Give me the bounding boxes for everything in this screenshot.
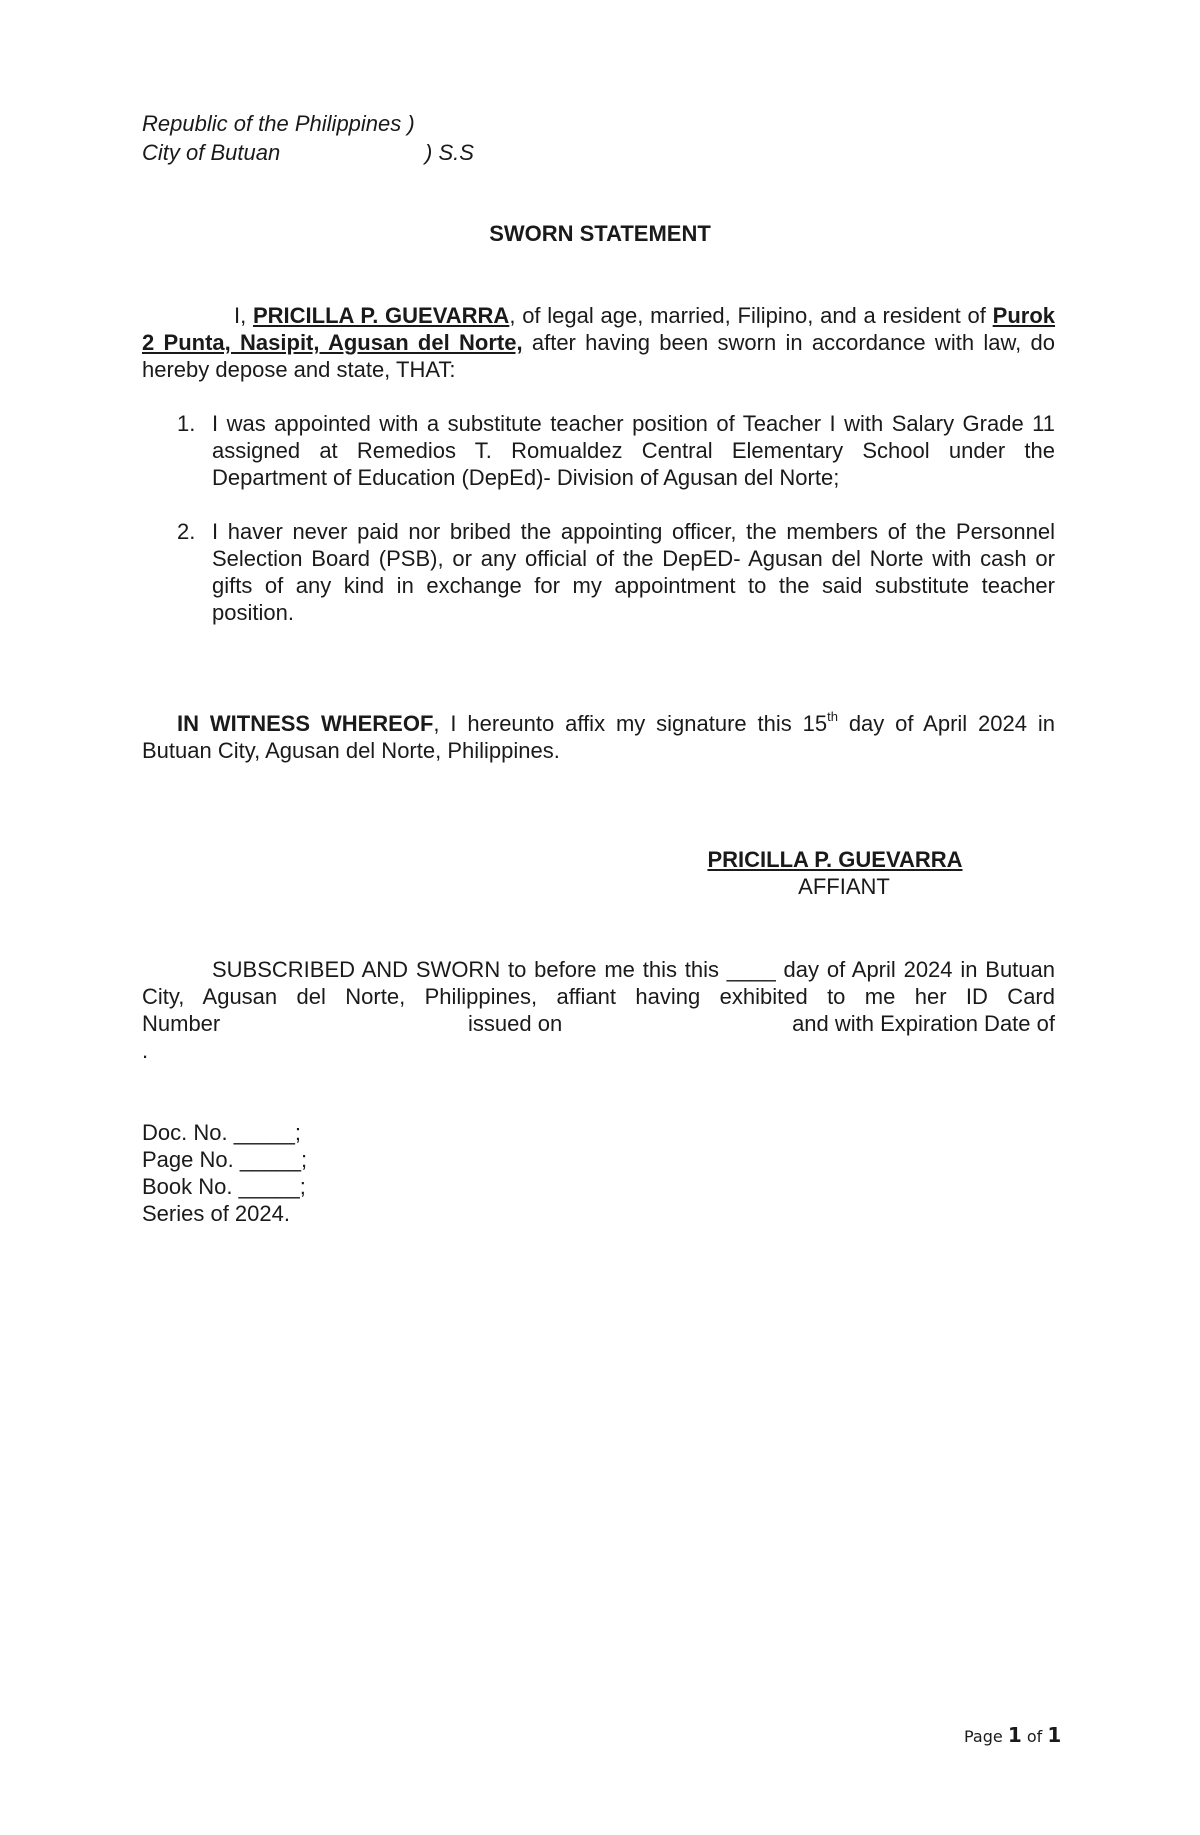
venue-republic: Republic of the Philippines ) <box>142 111 415 136</box>
page-no: Page No. _____; <box>142 1147 308 1172</box>
issued-label: issued on <box>468 1011 563 1036</box>
notarial-docs <box>142 1119 542 1227</box>
signature-block <box>690 846 980 900</box>
number-label: Number <box>142 1011 221 1036</box>
intro-mid: , of legal age, married, Filipino, and a resident of <box>509 303 993 328</box>
subscribed-paragraph <box>142 956 1055 1064</box>
subscribed-text-block <box>142 956 1055 1010</box>
witness-sup: th <box>827 708 838 724</box>
subscribed-text: SUBSCRIBED AND SWORN to before me this this ____ day of April 2024 in Butuan City, Agusan del Norte, Philippines, affiant having exhibited to me her ID Card <box>142 957 1055 1009</box>
list-item-number: 1. <box>177 411 196 436</box>
footer-page-total: 1 <box>1047 1723 1062 1747</box>
list-item-text: I was appointed with a substitute teacher position of Teacher I with Salary Grade 11 assigned at Remedios T. Romualdez Central Elementary School under the Department of Education (DepEd)- Division of Agusan del Norte; <box>212 411 1055 490</box>
subscribed-fields-row <box>142 1010 1055 1037</box>
series: Series of 2024. <box>142 1201 290 1226</box>
witness-paragraph <box>142 710 1055 764</box>
signature-role: AFFIANT <box>798 874 890 899</box>
statement-list <box>142 410 1055 626</box>
book-no: Book No. _____; <box>142 1174 306 1199</box>
page-footer <box>964 1722 1061 1750</box>
doc-no: Doc. No. _____; <box>142 1120 301 1145</box>
list-item <box>142 518 1055 626</box>
witness-lead: IN WITNESS WHEREOF <box>177 711 434 736</box>
subscribed-end: . <box>142 1038 149 1063</box>
witness-text-a: , I hereunto affix my signature this 15 <box>433 711 828 736</box>
document-title: SWORN STATEMENT <box>489 221 711 246</box>
footer-page-label: Page <box>964 1727 1003 1746</box>
intro-pre: I, <box>234 303 253 328</box>
footer-page-number: 1 <box>1007 1723 1022 1747</box>
footer-of-label: of <box>1026 1727 1043 1746</box>
intro-post: after having been sworn in accordance with law, do hereby depose and state, THAT: <box>142 330 1056 382</box>
list-item-text: I haver never paid nor bribed the appointing officer, the members of the Personnel Selection Board (PSB), or any official of the DepED- Agusan del Norte with cash or gifts of any kind in exchange for my appointment to the said substitute teacher position. <box>212 519 1055 625</box>
venue-city: City of Butuan <box>142 140 281 165</box>
witness-text-b: day of April 2024 in Butuan City, Agusan del Norte, Philippines. <box>142 711 1056 763</box>
venue-block <box>142 110 642 168</box>
affiant-name: PRICILLA P. GUEVARRA <box>252 303 510 328</box>
venue-ss: ) S.S <box>425 140 474 165</box>
affiant-address: Purok 2 Punta, Nasipit, Agusan del Norte, <box>142 303 1056 355</box>
signature-name: PRICILLA P. GUEVARRA <box>707 847 963 872</box>
venue-city-line <box>142 139 642 168</box>
list-item <box>142 410 1055 491</box>
intro-paragraph <box>142 302 1055 383</box>
expiration-label: and with Expiration Date of <box>792 1011 1055 1036</box>
list-item-number: 2. <box>177 519 196 544</box>
